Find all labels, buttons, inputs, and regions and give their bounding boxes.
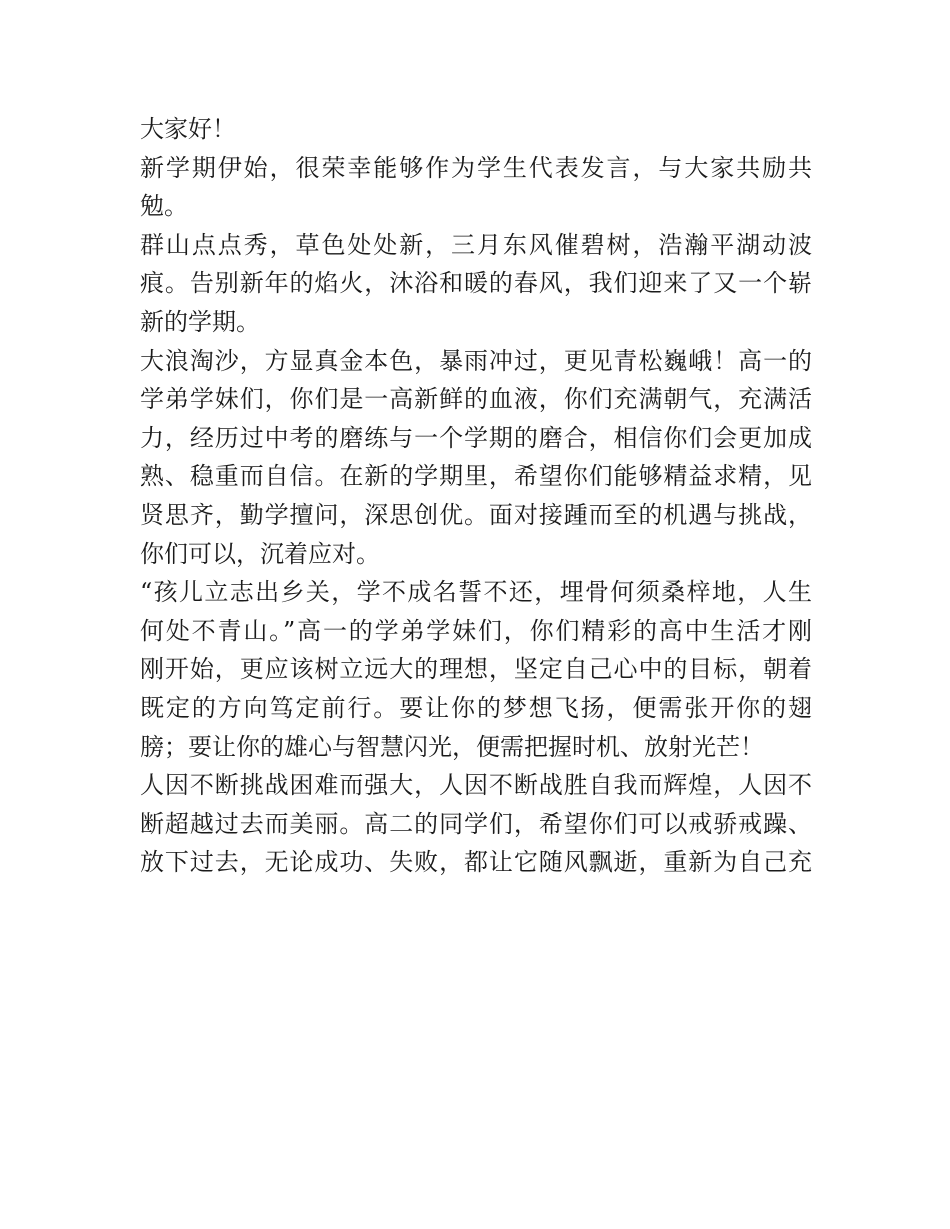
text-line: 刚开始，更应该树立远大的理想，坚定自己心中的目标，朝着 [140,655,812,684]
text-line: 熟、稳重而自信。在新的学期里，希望你们能够精益求精，见 [140,462,812,491]
text-line: 贤思齐，勤学擅问，深思创优。面对接踵而至的机遇与挑战， [140,500,812,529]
text-line: 新学期伊始，很荣幸能够作为学生代表发言，与大家共励共 [140,153,812,182]
text-line: 力，经历过中考的磨练与一个学期的磨合，相信你们会更加成 [140,423,812,452]
text-line: 大家好！ [140,115,236,143]
text-line: 你们可以，沉着应对。 [140,539,380,568]
text-line: “孩儿立志出乡关，学不成名誓不还，埋骨何须桑梓地，人生 [140,578,812,607]
text-line: 人因不断挑战困难而强大，人因不断战胜自我而辉煌，人因不 [140,771,812,800]
text-line: 勉。 [140,192,188,221]
text-line: 群山点点秀，草色处处新，三月东风催碧树，浩瀚平湖动波 [140,230,812,259]
text-line: 断超越过去而美丽。高二的同学们，希望你们可以戒骄戒躁、 [140,809,812,838]
text-line: 膀；要让你的雄心与智慧闪光，便需把握时机、放射光芒！ [140,732,764,761]
text-line: 大浪淘沙，方显真金本色，暴雨冲过，更见青松巍峨！高一的 [140,346,812,375]
document-body [140,110,812,882]
text-line: 学弟学妹们，你们是一高新鲜的血液，你们充满朝气，充满活 [140,385,812,414]
text-line: 既定的方向笃定前行。要让你的梦想飞扬，便需张开你的翅 [140,693,812,722]
text-line: 新的学期。 [140,307,260,336]
text-line: 何处不青山。”高一的学弟学妹们，你们精彩的高中生活才刚 [140,616,812,645]
text-line: 放下过去，无论成功、失败，都让它随风飘逝，重新为自己充 [140,848,812,877]
text-line: 痕。告别新年的焰火，沐浴和暖的春风，我们迎来了又一个崭 [140,269,812,298]
